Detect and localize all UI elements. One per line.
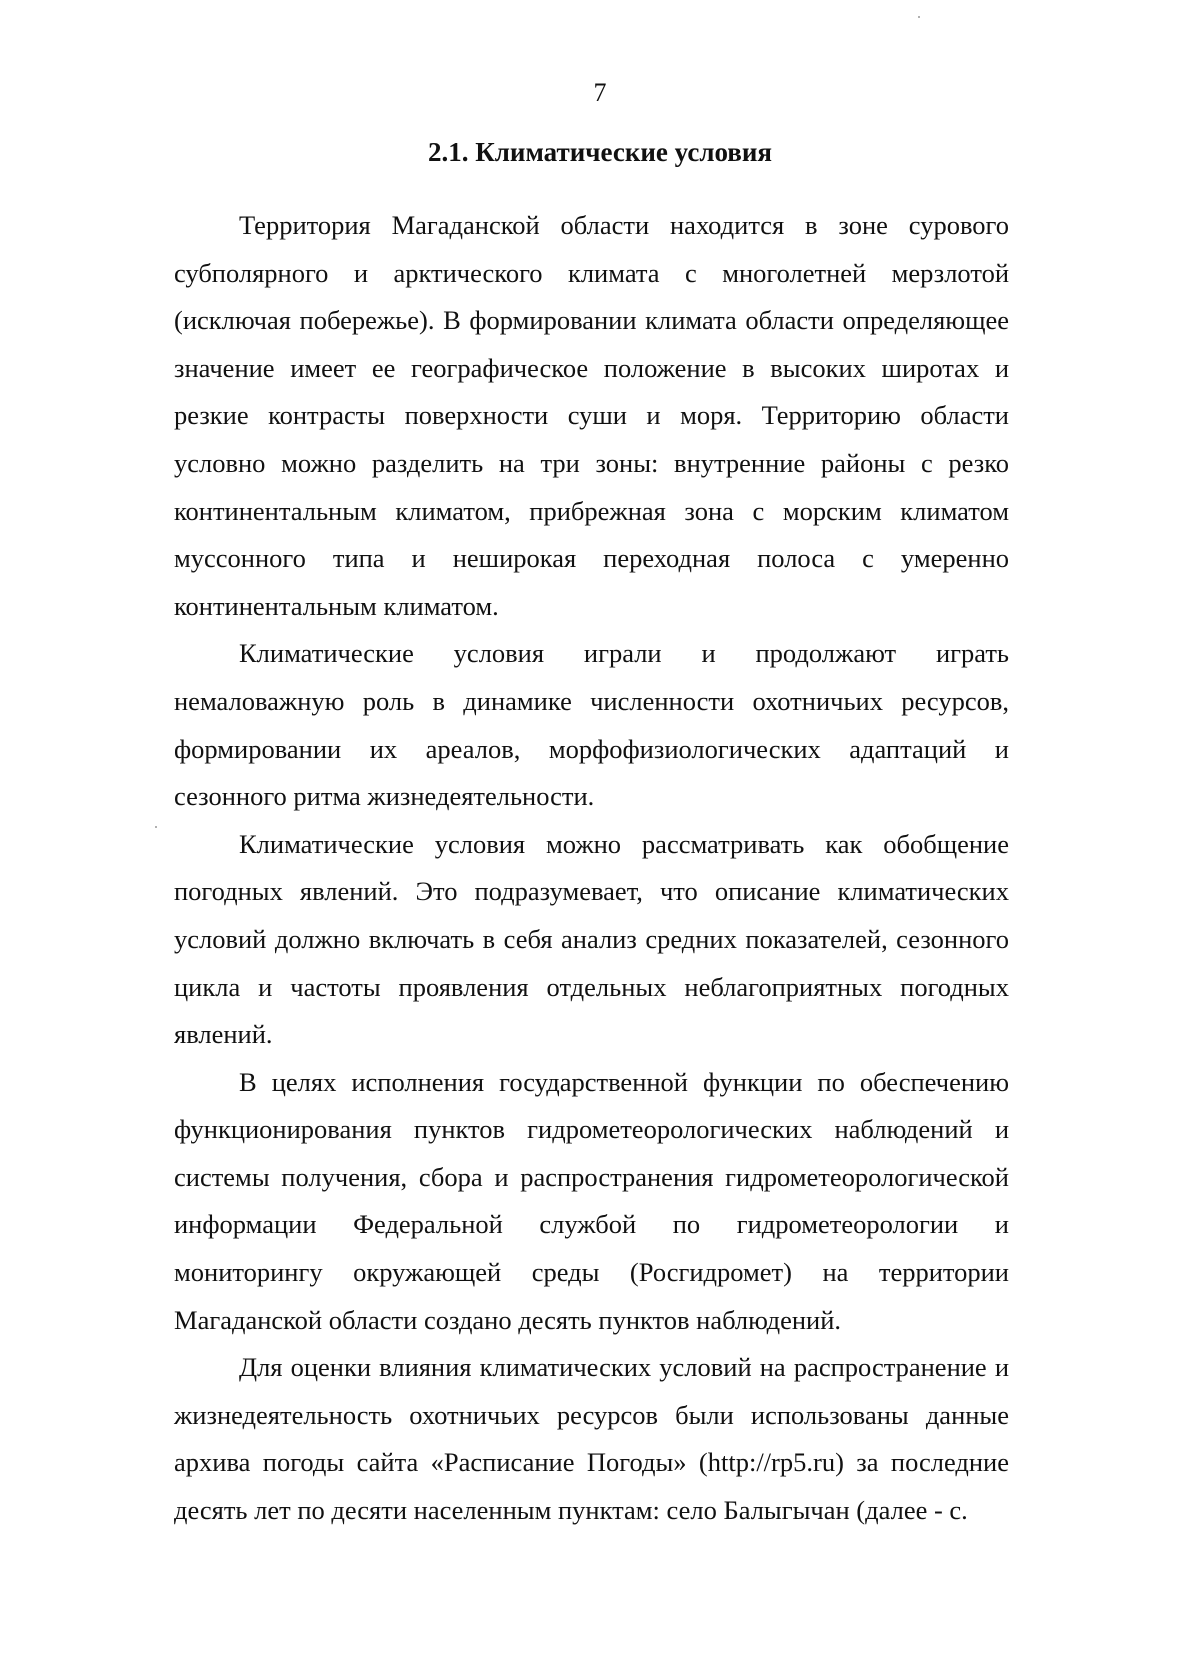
paragraph-5: Для оценки влияния климатических условий на распространение и жизнедеятельность охотничьих ресурсов были использованы данные архива погоды сайта «Расписание Погоды» (http://rp5.ru) за последние десять лет по десяти населенным пунктам: село Балыгычан (далее - с. (174, 1352, 1009, 1526)
paragraph-4: В целях исполнения государственной функции по обеспечению функционирования пунктов гидрометеорологических наблюдений и системы получения, сбора и распространения гидрометеорологической информации Федеральной службой по гидрометеорологии и мониторингу окружающей среды (Росгидромет) на территории Магаданской области создано десять пунктов наблюдений. (174, 1066, 1009, 1335)
paragraph-2: Климатические условия играли и продолжают играть немаловажную роль в динамике численности охотничьих ресурсов, формировании их ареалов, морфофизиологических адаптаций и сезонного ритма жизнедеятельности. (174, 638, 1009, 812)
paragraph-3: Климатические условия можно рассматривать как обобщение погодных явлений. Это подразумевает, что описание климатических условий должно включать в себя анализ средних показателей, сезонного цикла и частоты проявления отдельных неблагоприятных погодных явлений. (174, 828, 1009, 1050)
page-number: 7 (593, 78, 607, 107)
section-title: 2.1. Климатические условия (427, 137, 773, 167)
scan-speck (155, 826, 157, 828)
body-text (174, 202, 1009, 1535)
scan-speck (918, 16, 920, 18)
paragraph-1: Территория Магаданской области находится в зоне сурового субполярного и арктического климата с многолетней мерзлотой (исключая побережье). В формировании климата области определяющее значение имеет ее географическое положение в высоких широтах и резкие контрасты поверхности суши и моря. Территорию области условно можно разделить на три зоны: внутренние районы с резко континентальным климатом, прибрежная зона с морским климатом муссонного типа и неширокая переходная полоса с умеренно континентальным климатом. (174, 210, 1009, 621)
